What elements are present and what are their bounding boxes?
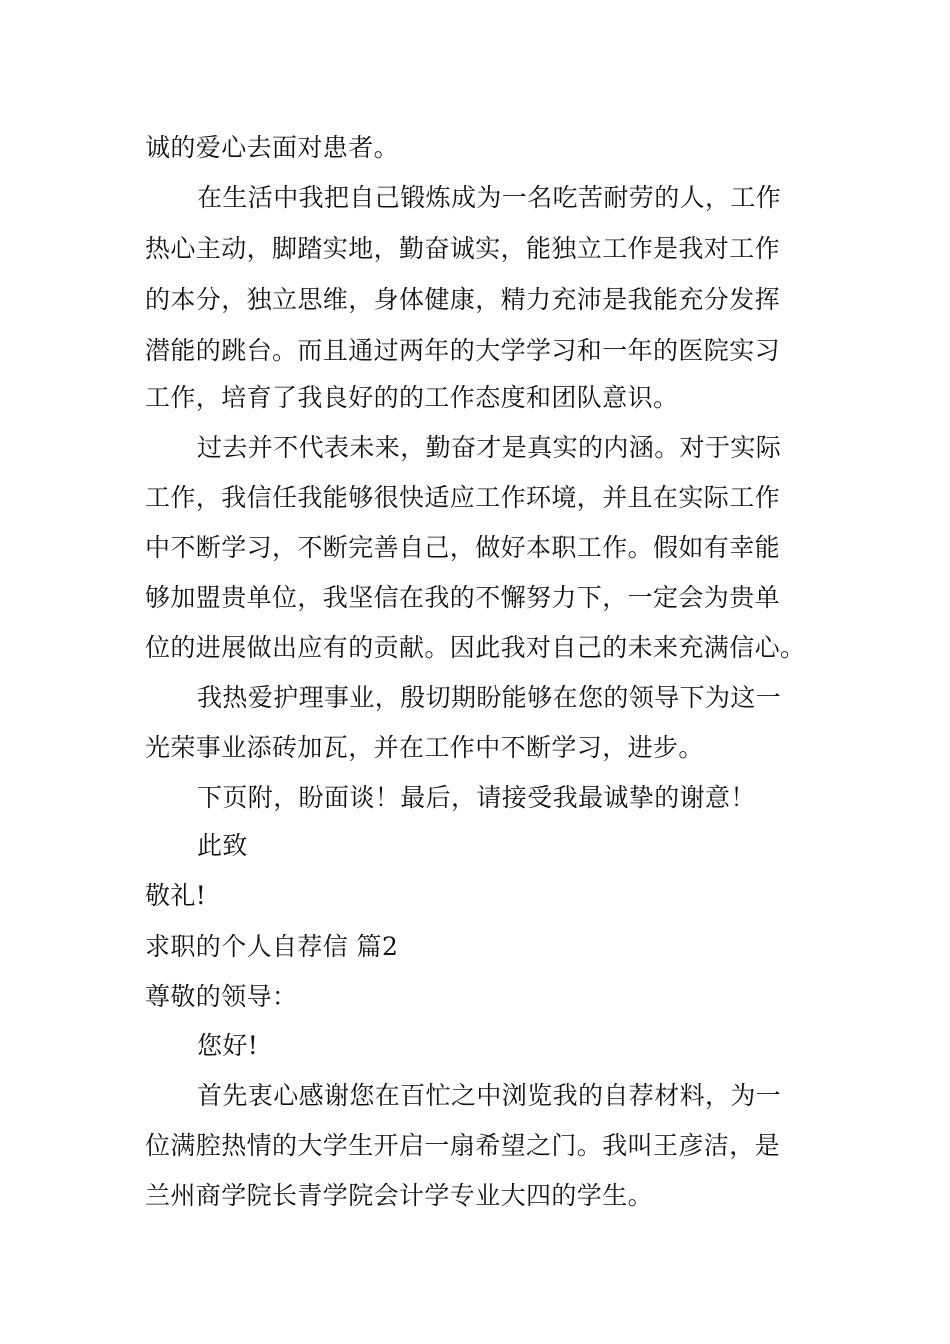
paragraph-line: 在生活中我把自己锻炼成为一名吃苦耐劳的人，工作: [197, 183, 782, 212]
section-title: 求职的个人自荐信 篇2: [145, 932, 399, 961]
paragraph-line: 热心主动，脚踏实地，勤奋诚实，能独立工作是我对工作: [145, 234, 781, 263]
closing-salutation: 此致: [197, 831, 248, 860]
greeting: 尊敬的领导：: [145, 982, 298, 1011]
paragraph-line: 工作，培育了我良好的的工作态度和团队意识。: [145, 383, 679, 412]
paragraph-line: 我热爱护理事业，殷切期盼能够在您的领导下为这一: [197, 683, 782, 712]
paragraph-line: 过去并不代表未来，勤奋才是真实的内涵。对于实际: [197, 433, 782, 462]
paragraph-line: 光荣事业添砖加瓦，并在工作中不断学习，进步。: [145, 733, 704, 762]
paragraph-line: 位的进展做出应有的贡献。因此我对自己的未来充满信心。: [145, 633, 806, 662]
paragraph-line: 够加盟贵单位，我坚信在我的不懈努力下，一定会为贵单: [145, 583, 781, 612]
paragraph-line: 下页附，盼面谈！最后，请接受我最诚挚的谢意！: [197, 783, 756, 812]
paragraph-line: 潜能的跳台。而且通过两年的大学学习和一年的医院实习: [145, 336, 781, 365]
closing-respect: 敬礼!: [145, 881, 207, 910]
paragraph-line: 的本分，独立思维，身体健康，精力充沛是我能充分发挥: [145, 285, 781, 314]
paragraph-line: 工作，我信任我能够很快适应工作环境，并且在实际工作: [145, 483, 781, 512]
paragraph-line: 中不断学习，不断完善自己，做好本职工作。假如有幸能: [145, 533, 781, 562]
paragraph-line: 诚的爱心去面对患者。: [145, 133, 400, 162]
paragraph-line: 位满腔热情的大学生开启一扇希望之门。我叫王彦洁，是: [145, 1131, 781, 1160]
paragraph-line: 首先衷心感谢您在百忙之中浏览我的自荐材料，为一: [197, 1081, 782, 1110]
greeting-hello: 您好!: [197, 1031, 259, 1060]
paragraph-line: 兰州商学院长青学院会计学专业大四的学生。: [145, 1181, 654, 1210]
